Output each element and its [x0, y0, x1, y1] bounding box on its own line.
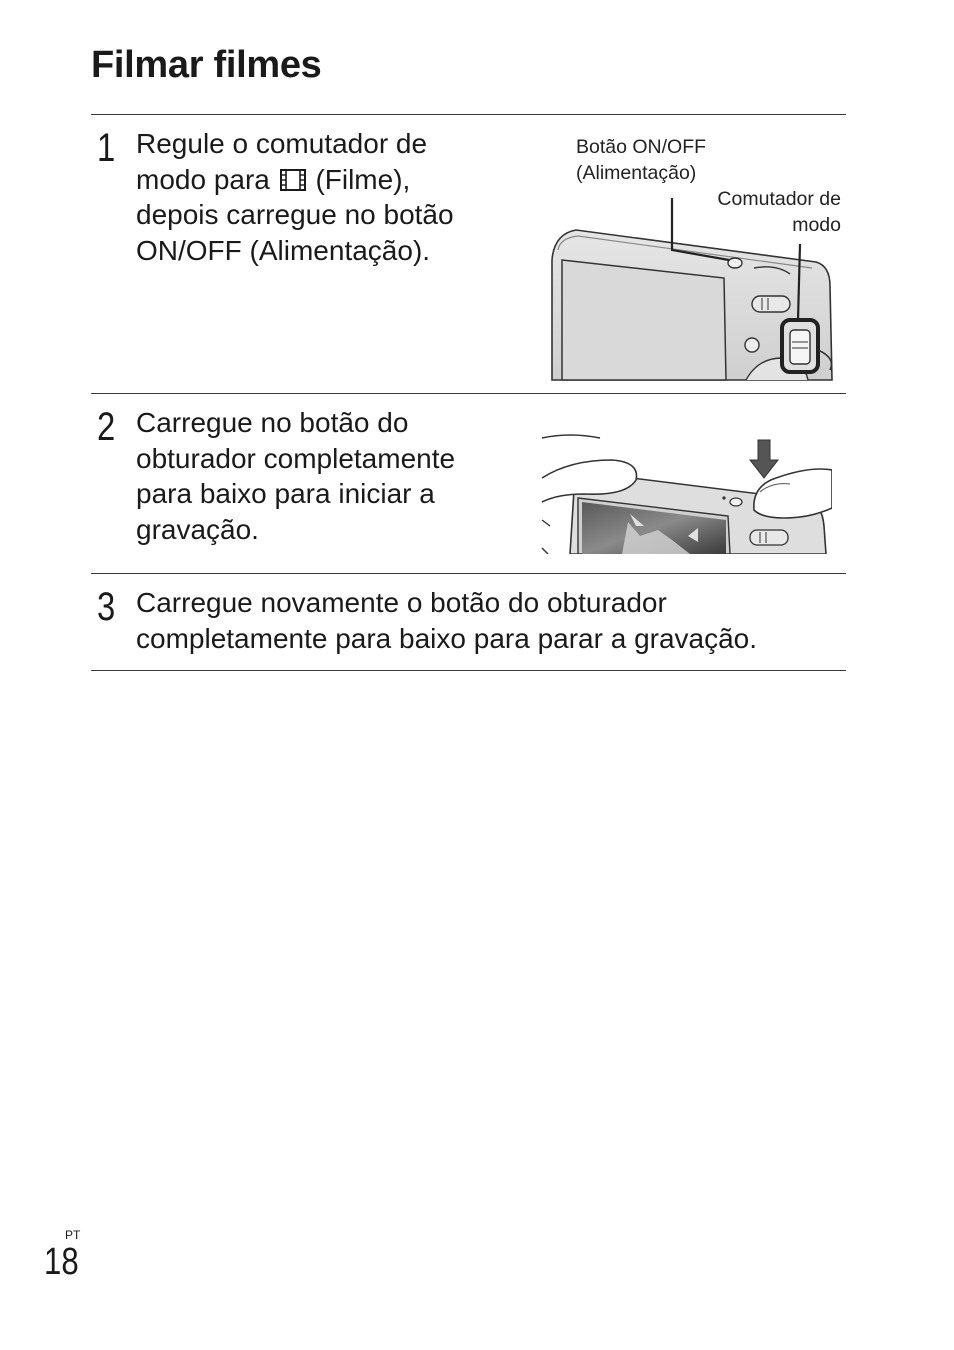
page-number: 18	[44, 1241, 79, 1283]
section-divider	[91, 393, 846, 394]
callout-line: Comutador de	[717, 188, 841, 210]
callout-line: modo	[792, 214, 841, 236]
step-2-line: para baixo para iniciar a	[136, 478, 435, 509]
step-3-text	[136, 585, 757, 656]
callout-line: (Alimentação)	[576, 162, 697, 184]
step-1-line	[136, 162, 454, 198]
step-1-line: ON/OFF (Alimentação).	[136, 234, 431, 266]
step-1-text	[136, 126, 454, 268]
movie-mode-icon	[279, 168, 307, 192]
section-divider	[91, 670, 846, 671]
step-2-line: gravação.	[136, 513, 259, 545]
step-2-text	[136, 405, 455, 547]
step-1-line-part: modo para	[136, 163, 270, 195]
step-1-line: depois carregue no botão	[136, 199, 454, 230]
page-title: Filmar filmes	[91, 44, 322, 86]
section-divider	[91, 114, 846, 115]
step-2-line: obturador completamente	[136, 442, 456, 474]
page-language-tag: PT	[65, 1228, 81, 1242]
step-3-number: 3	[97, 585, 116, 629]
shutter-press-illustration	[540, 430, 832, 554]
power-button-callout	[576, 134, 706, 186]
step-3-line: Carregue novamente o botão do obturador	[136, 587, 667, 618]
step-1-line: Regule o comutador de	[136, 128, 428, 159]
step-1-line-part: (Filme),	[315, 163, 411, 195]
step-3-line: completamente para baixo para parar a gravação.	[136, 622, 758, 654]
section-divider	[91, 573, 846, 574]
step-1-number: 1	[97, 126, 116, 170]
callout-line: Botão ON/OFF	[576, 136, 707, 158]
step-2-line: Carregue no botão do	[136, 407, 409, 438]
step-2-number: 2	[97, 405, 116, 449]
camera-top-illustration	[546, 190, 838, 382]
